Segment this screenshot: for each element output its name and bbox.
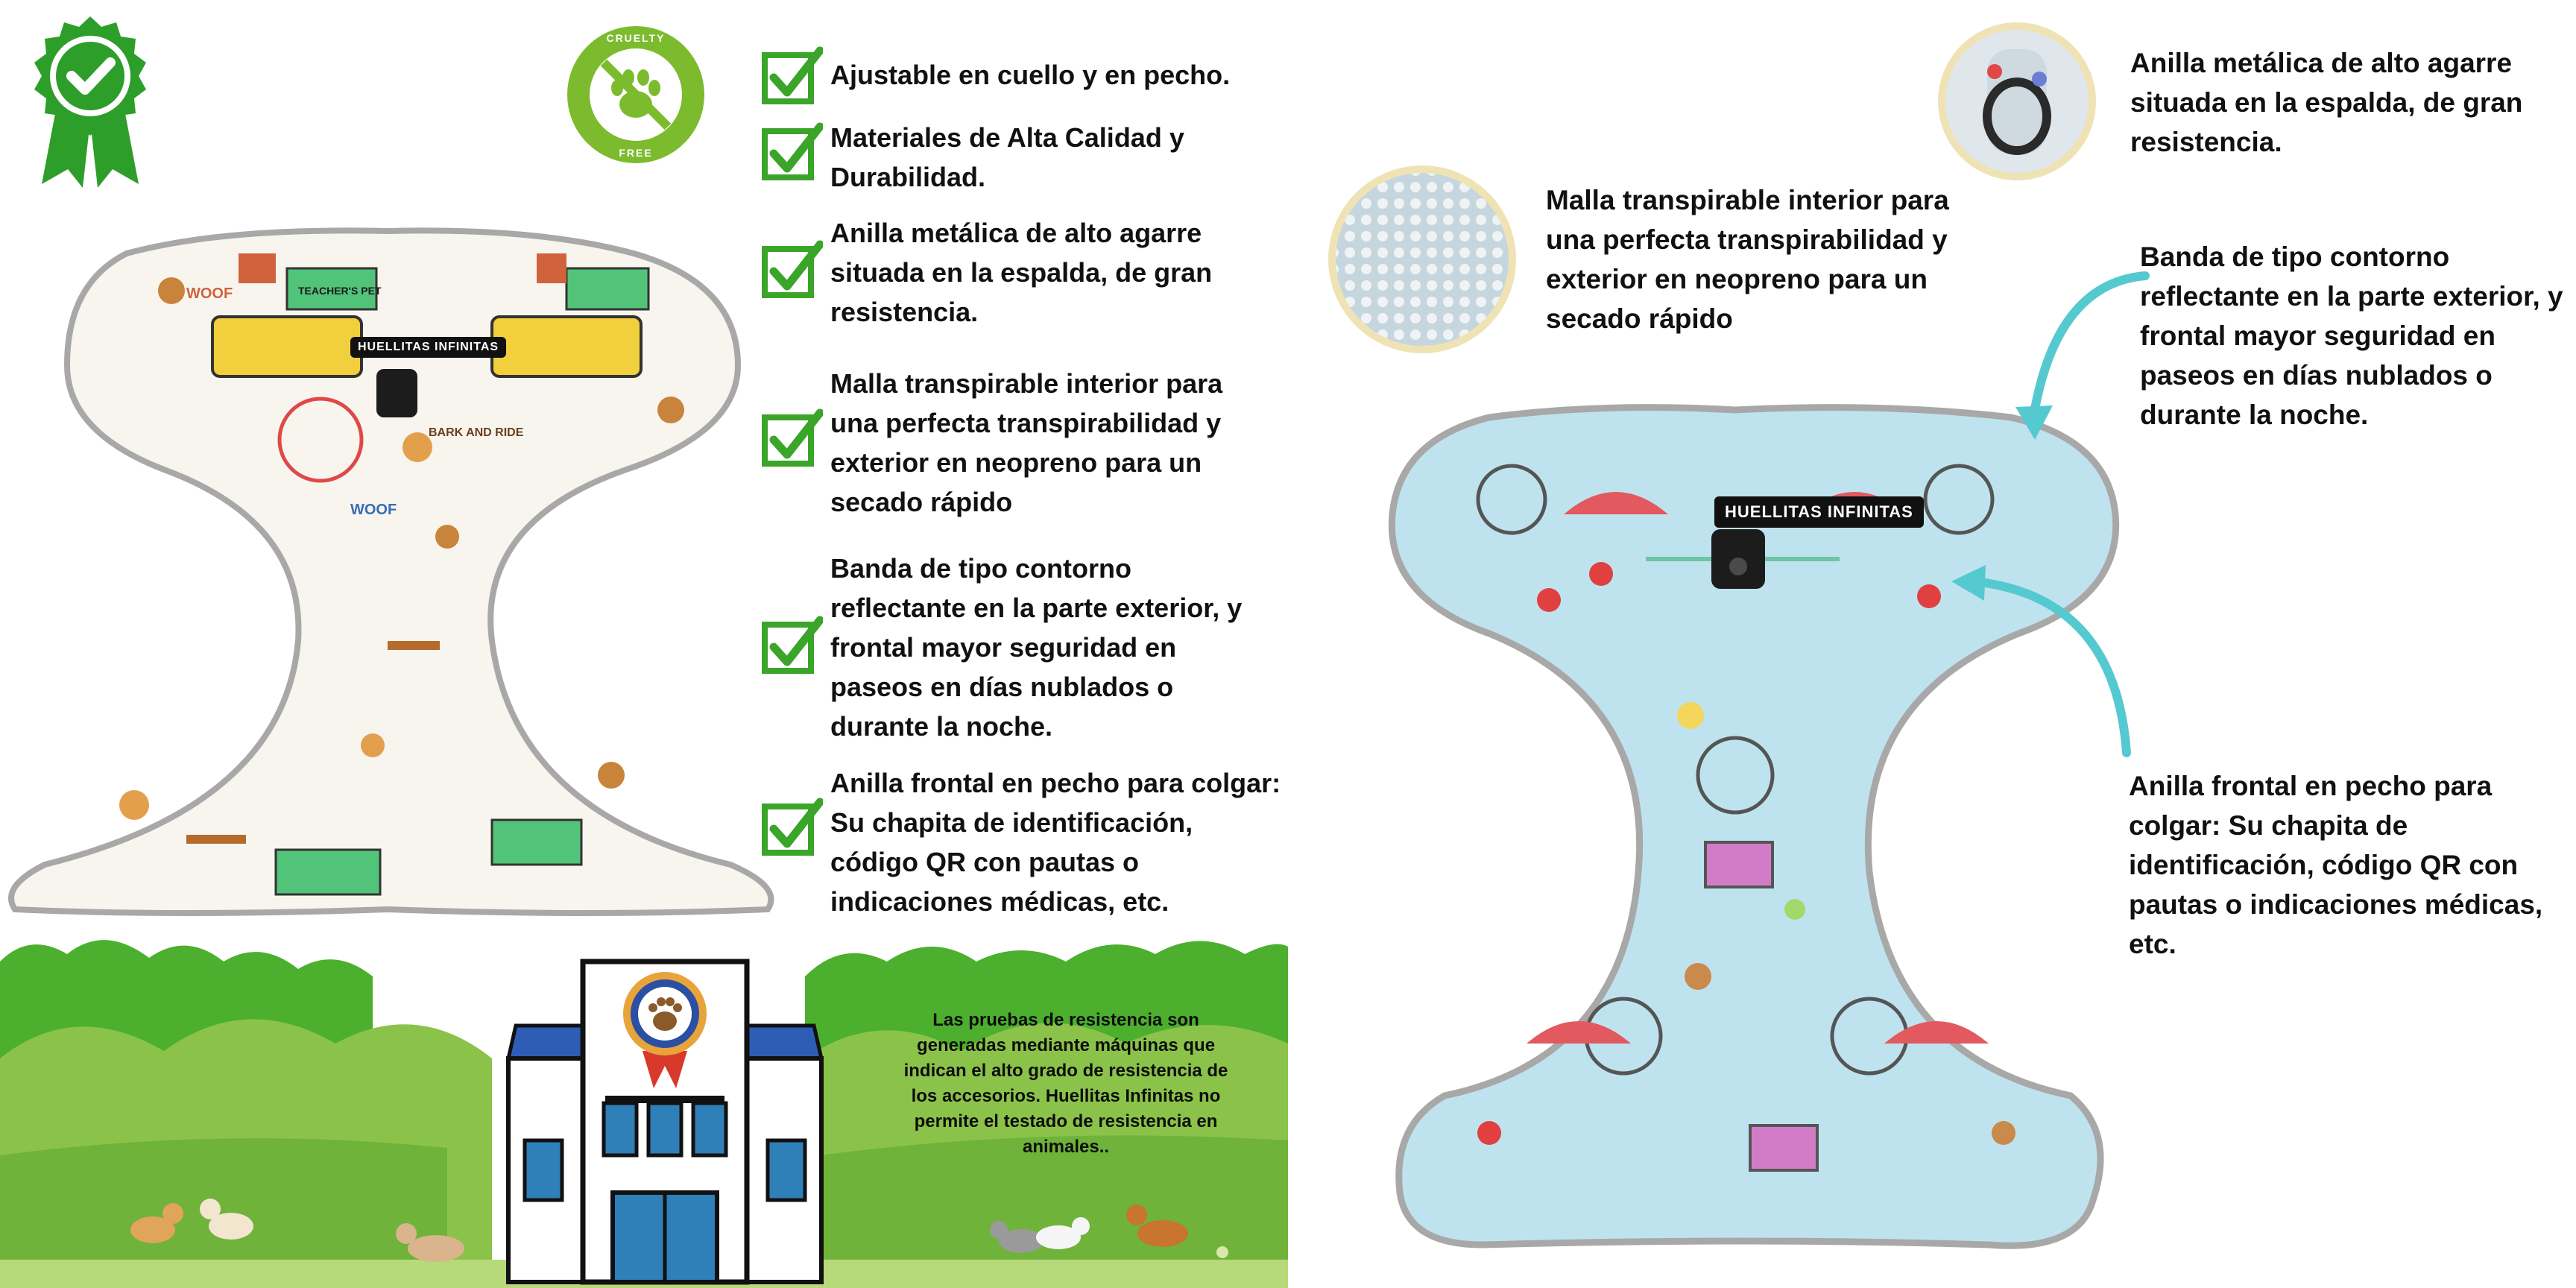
green-checkmark-icon	[760, 404, 823, 467]
feature-text: Anilla metálica de alto agarre situada en la espalda, de gran resistencia.	[830, 218, 1213, 327]
arrow-head-icon	[1951, 565, 1986, 601]
feature-text: Malla transpirable interior para una perfecta transpirabilidad y exterior en neopreno para un secado rápido	[830, 368, 1223, 517]
arrow-icon	[2033, 276, 2145, 417]
right-harness-brand-tag: HUELLITAS INFINITAS	[1714, 496, 1924, 528]
feature-text: Materiales de Alta Calidad y Durabilidad.	[830, 122, 1184, 192]
cruelty-free-top-label: CRUELTY	[606, 32, 666, 44]
back-ring-closeup-image	[1935, 19, 2099, 183]
print-word-bark-and-ride: BARK AND RIDE	[429, 426, 524, 439]
arrow-icon	[1974, 581, 2127, 753]
pointer-arrows	[1944, 253, 2153, 775]
breathable-mesh-closeup-image	[1325, 162, 1519, 356]
feature-text: Banda de tipo contorno reflectante en la parte exterior, y frontal mayor seguridad en paseos en días nublados o durante la noche.	[830, 553, 1243, 742]
feature-item	[760, 118, 1267, 197]
feature-item	[760, 549, 1275, 746]
reflective-band-description: Banda de tipo contorno reflectante en la parte exterior, y frontal mayor seguridad en paseos en días nublados o durante la noche.	[2140, 242, 2563, 430]
quality-ribbon-check-icon	[27, 16, 154, 188]
feature-item	[760, 364, 1267, 522]
arrow-head-icon	[2015, 405, 2053, 440]
front-ring-description: Anilla frontal en pecho para colgar: Su chapita de identificación, código QR con pautas o indicaciones médicas, etc.	[2129, 771, 2543, 959]
harness-left-image	[0, 224, 790, 924]
green-checkmark-icon	[760, 118, 823, 180]
back-ring-description: Anilla metálica de alto agarre situada en la espalda, de gran resistencia.	[2130, 48, 2523, 157]
green-checkmark-icon	[760, 46, 823, 109]
feature-text: Ajustable en cuello y en pecho.	[830, 60, 1231, 90]
right-product-panel	[1288, 0, 2576, 1288]
cruelty-free-bottom-label: FREE	[619, 147, 653, 159]
print-word-woof: WOOF	[186, 285, 233, 302]
print-word-woof-2: WOOF	[350, 502, 397, 518]
feature-item	[760, 213, 1267, 332]
green-checkmark-icon	[760, 793, 823, 856]
feature-item	[760, 763, 1282, 921]
feature-text: Anilla frontal en pecho para colgar: Su chapita de identificación, código QR con pautas o indicaciones médicas, etc.	[830, 768, 1281, 917]
left-harness-brand-tag: HUELLITAS INFINITAS	[350, 337, 506, 358]
feature-item	[760, 46, 1267, 109]
paw-medal-icon	[623, 972, 707, 1055]
cruelty-free-paw-icon	[565, 24, 707, 165]
breathable-mesh-description: Malla transpirable interior para una perfecta transpirabilidad y exterior en neopreno para un secado rápido	[1546, 185, 1949, 334]
testing-lab-building-illustration	[501, 954, 829, 1288]
resistance-testing-note: Las pruebas de resistencia son generadas mediante máquinas que indican el alto grado de resistencia de los accesorios. Huellitas Infinitas no permite el testado de resistencia en animales..	[903, 1010, 1228, 1157]
green-checkmark-icon	[760, 236, 823, 298]
green-checkmark-icon	[760, 611, 823, 674]
print-word-teachers-pet: TEACHER'S PET	[298, 285, 382, 297]
